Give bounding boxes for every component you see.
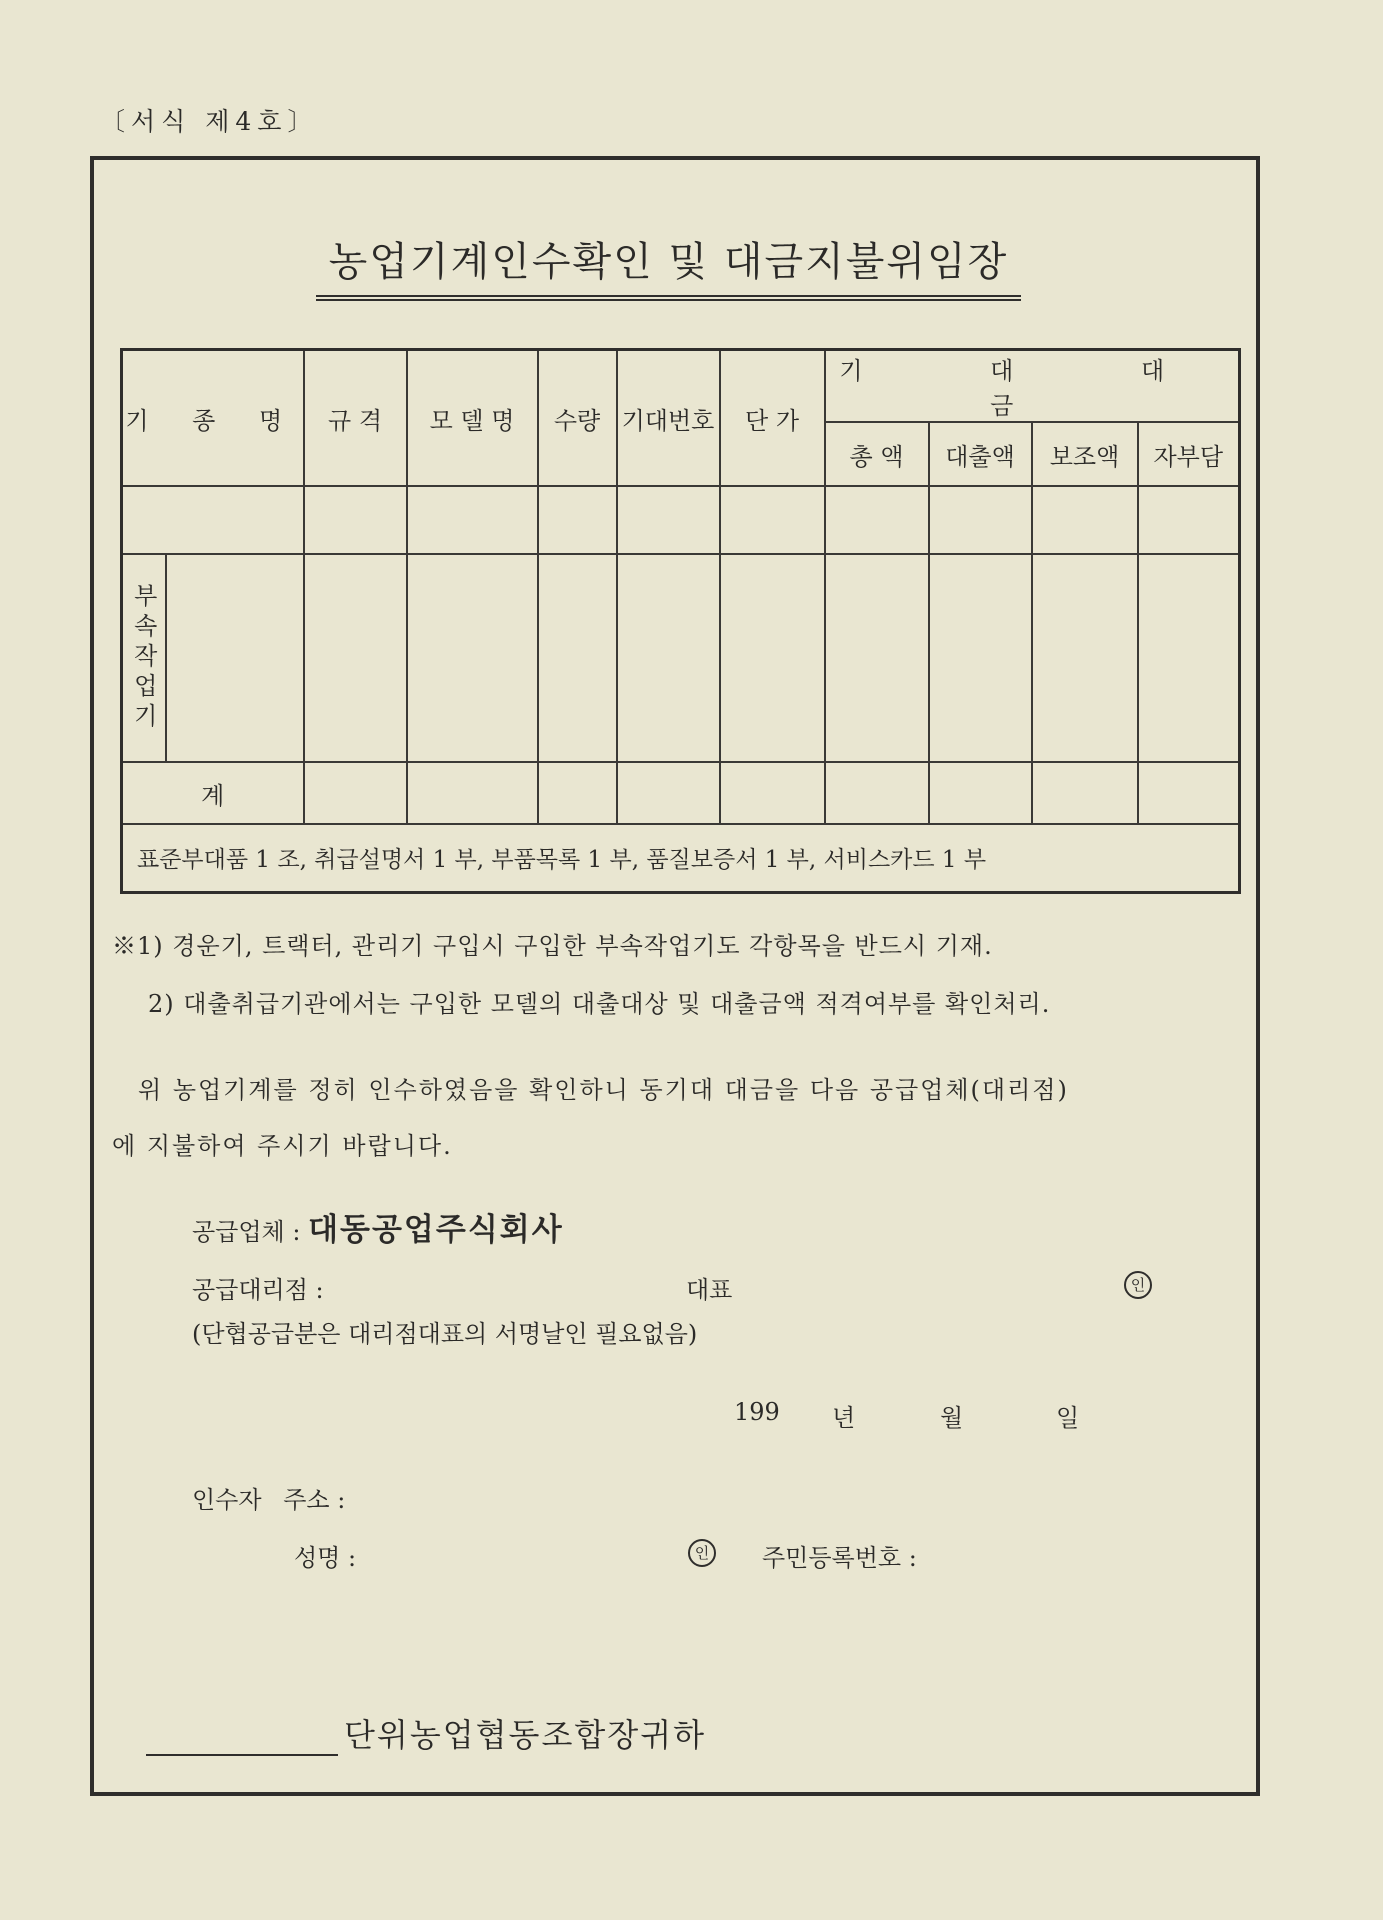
seal-icon: 인	[1124, 1271, 1152, 1299]
cooperative-name-blank[interactable]	[146, 1722, 338, 1756]
cell-sum-self-pay[interactable]	[1138, 762, 1240, 824]
header-row-1	[122, 350, 1240, 423]
header-machine-price: 기 대 대 금	[825, 350, 1240, 423]
cell-sum-spec[interactable]	[304, 762, 407, 824]
addressee-text: 단위농업협동조합장귀하	[344, 1716, 707, 1754]
cell-sum-total[interactable]	[825, 762, 929, 824]
cell-machine-number[interactable]	[617, 486, 720, 554]
cell-attachment-unit-price[interactable]	[720, 554, 825, 762]
cell-subsidy[interactable]	[1032, 486, 1138, 554]
id-number-label: 주민등록번호 :	[762, 1544, 917, 1572]
cell-attachment-number[interactable]	[617, 554, 720, 762]
date-day-label: 일	[1056, 1404, 1080, 1432]
cell-attachment-subsidy[interactable]	[1032, 554, 1138, 762]
paragraph-line-2: 에 지불하여 주시기 바랍니다.	[112, 1132, 453, 1160]
cell-attachment-quantity[interactable]	[538, 554, 617, 762]
date-year-label: 년	[832, 1404, 856, 1432]
sum-label: 계	[122, 762, 304, 824]
supplier-label: 공급업체 :	[192, 1218, 301, 1246]
note-1: ※1) 경운기, 트랙터, 관리기 구입시 구입한 부속작업기도 각항목을 반드시 기재.	[112, 932, 993, 960]
attachment-row	[122, 554, 1240, 762]
cell-self-pay[interactable]	[1138, 486, 1240, 554]
cell-quantity[interactable]	[538, 486, 617, 554]
name-label: 성명 :	[294, 1544, 357, 1572]
paragraph-line-1: 위 농업기계를 정히 인수하였음을 확인하니 동기대 대금을 다음 공급업체(대리점)	[138, 1076, 1069, 1104]
date-month-label: 월	[940, 1404, 964, 1432]
cell-sum-quantity[interactable]	[538, 762, 617, 824]
cell-attachment-total[interactable]	[825, 554, 929, 762]
cell-attachment-self-pay[interactable]	[1138, 554, 1240, 762]
cell-sum-subsidy[interactable]	[1032, 762, 1138, 824]
cell-sum-unit-price[interactable]	[720, 762, 825, 824]
cell-loan[interactable]	[929, 486, 1032, 554]
header-subsidy: 보조액	[1032, 422, 1138, 486]
header-unit-price: 단 가	[720, 350, 825, 487]
sum-row	[122, 762, 1240, 824]
cell-sum-loan[interactable]	[929, 762, 1032, 824]
supplier-name: 대동공업주식회사	[308, 1212, 564, 1248]
cell-sum-model[interactable]	[407, 762, 538, 824]
header-total: 총 액	[825, 422, 929, 486]
cell-attachment-spec[interactable]	[304, 554, 407, 762]
accessories-row	[122, 824, 1240, 892]
cell-unit-price[interactable]	[720, 486, 825, 554]
accessories-text: 표준부대품 1 조, 취급설명서 1 부, 부품목록 1 부, 품질보증서 1 부, 서비스카드 1 부	[122, 824, 1240, 892]
receiver-seal	[688, 1536, 716, 1567]
receiver-label: 인수자	[192, 1486, 262, 1514]
header-quantity: 수량	[538, 350, 617, 487]
main-machine-row	[122, 486, 1240, 554]
date-year: 199	[734, 1398, 780, 1426]
note-2: 2) 대출취급기관에서는 구입한 모델의 대출대상 및 대출금액 적격여부를 확인처리.	[148, 990, 1051, 1018]
agency-label: 공급대리점 :	[192, 1276, 324, 1304]
cell-attachment-loan[interactable]	[929, 554, 1032, 762]
addressee-line	[146, 1710, 706, 1756]
address-label: 주소 :	[283, 1486, 346, 1514]
cell-model[interactable]	[407, 486, 538, 554]
form-number: 〔서식 제4호〕	[100, 107, 319, 136]
cell-sum-number[interactable]	[617, 762, 720, 824]
representative-label: 대표	[686, 1276, 733, 1304]
seal-icon: 인	[688, 1539, 716, 1567]
cell-attachment-model[interactable]	[407, 554, 538, 762]
attachment-label: 부속작업기	[122, 554, 166, 762]
form-title: 농업기계인수확인 및 대금지불위임장	[316, 230, 1021, 301]
cell-total[interactable]	[825, 486, 929, 554]
receiver-line	[192, 1480, 345, 1515]
cell-spec[interactable]	[304, 486, 407, 554]
cell-attachment-name[interactable]	[166, 554, 304, 762]
header-self-pay: 자부담	[1138, 422, 1240, 486]
cell-machine-name[interactable]	[122, 486, 304, 554]
header-model: 모 델 명	[407, 350, 538, 487]
header-machine-name: 기 종 명	[122, 350, 304, 487]
header-loan: 대출액	[929, 422, 1032, 486]
form-frame	[90, 156, 1260, 1796]
header-machine-number: 기대번호	[617, 350, 720, 487]
supplier-seal	[1124, 1268, 1152, 1299]
header-spec: 규 격	[304, 350, 407, 487]
supplier-note: (단협공급분은 대리점대표의 서명날인 필요없음)	[192, 1320, 698, 1348]
supplier-line	[192, 1204, 564, 1249]
machine-table	[120, 348, 1241, 894]
